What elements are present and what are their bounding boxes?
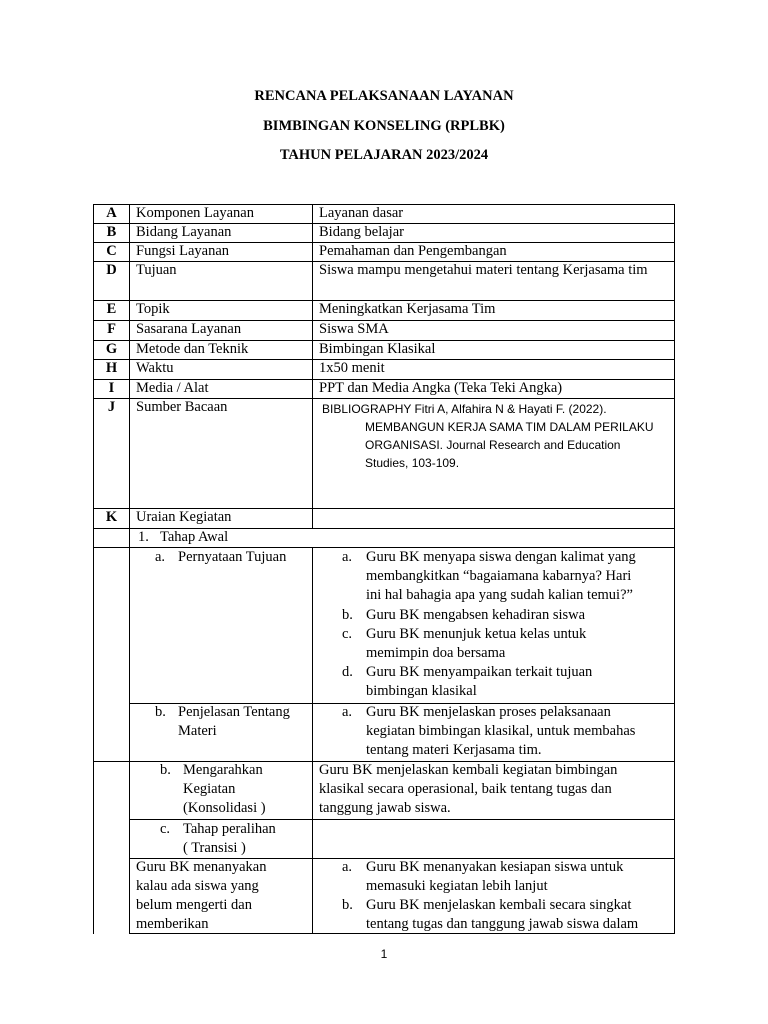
row-value: Siswa mampu mengetahui materi tentang Kerjasama tim — [319, 262, 648, 278]
row-field: Bidang Layanan — [136, 224, 232, 240]
row-letter: G — [105, 341, 118, 357]
row-field: Tujuan — [136, 262, 177, 278]
row-value: Bidang belajar — [319, 224, 404, 240]
row-letter: B — [106, 224, 117, 240]
document-year: TAHUN PELAJARAN 2023/2024 — [279, 147, 489, 163]
row-field: Fungsi Layanan — [136, 243, 230, 259]
row-letter: A — [106, 205, 117, 221]
row-field: Sasarana Layanan — [136, 321, 242, 337]
row-letter: D — [106, 262, 117, 278]
item-line: memimpin doa bersama — [366, 645, 506, 661]
list-marker: b. — [342, 607, 353, 623]
activity-label: Tahap peralihan — [183, 821, 276, 837]
item-line: Guru BK menjelaskan kembali secara singkat — [366, 897, 632, 913]
stage-label: Tahap Awal — [160, 529, 229, 545]
row-letter: J — [107, 399, 116, 415]
item-line: Guru BK menjelaskan proses pelaksanaan — [366, 704, 611, 720]
row-value: 1x50 menit — [319, 360, 385, 376]
stage-number: 1. — [138, 529, 149, 545]
row-value: Pemahaman dan Pengembangan — [319, 243, 507, 259]
list-marker: c. — [342, 626, 353, 642]
row-field: Waktu — [136, 360, 174, 376]
activity-label: Guru BK menanyakan — [136, 859, 267, 875]
row-value: PPT dan Media Angka (Teka Teki Angka) — [319, 380, 563, 396]
row-field: Komponen Layanan — [136, 205, 254, 221]
page-number: 1 — [380, 947, 388, 961]
activity-label: ( Transisi ) — [183, 840, 246, 856]
item-line: bimbingan klasikal — [366, 683, 477, 699]
description-line: klasikal secara operasional, baik tentang tugas dan — [319, 781, 612, 797]
row-letter: C — [106, 243, 117, 259]
list-marker: b. — [342, 897, 353, 913]
item-line: Guru BK mengabsen kehadiran siswa — [366, 607, 586, 623]
activity-label: Kegiatan — [183, 781, 236, 797]
row-letter: I — [108, 380, 115, 396]
bibliography-entry — [322, 400, 672, 472]
row-field: Uraian Kegiatan — [136, 509, 232, 525]
activity-label: (Konsolidasi ) — [183, 800, 266, 816]
activity-label: Pernyataan Tujuan — [178, 549, 287, 565]
item-line: memasuki kegiatan lebih lanjut — [366, 878, 548, 894]
row-field: Media / Alat — [136, 380, 209, 396]
list-marker: a. — [342, 704, 353, 720]
activity-label: Mengarahkan — [183, 762, 263, 778]
item-line: Guru BK menanyakan kesiapan siswa untuk — [366, 859, 624, 875]
item-line: membangkitkan “bagaiamana kabarnya? Hari — [366, 568, 632, 584]
activity-label: belum mengerti dan — [136, 897, 252, 913]
row-value: Layanan dasar — [319, 205, 404, 221]
bibliography-line: Studies, 103-109. — [365, 456, 460, 470]
item-line: kegiatan bimbingan klasikal, untuk membahas — [366, 723, 636, 739]
bibliography-line: ORGANISASI. Journal Research and Education — [365, 438, 621, 452]
row-field: Sumber Bacaan — [136, 399, 228, 415]
row-letter: K — [105, 509, 118, 525]
document-title: RENCANA PELAKSANAAN LAYANAN — [254, 88, 514, 104]
row-letter: H — [105, 360, 118, 376]
row-value: Meningkatkan Kerjasama Tim — [319, 301, 496, 317]
bibliography-line: MEMBANGUN KERJA SAMA TIM DALAM PERILAKU — [365, 420, 654, 434]
list-marker: d. — [342, 664, 353, 680]
row-field: Topik — [136, 301, 170, 317]
activity-label: Materi — [178, 723, 217, 739]
activity-label: Penjelasan Tentang — [178, 704, 290, 720]
row-letter: E — [106, 301, 117, 317]
list-marker: a. — [155, 549, 166, 565]
description-line: Guru BK menjelaskan kembali kegiatan bimbingan — [319, 762, 618, 778]
item-line: tentang materi Kerjasama tim. — [366, 742, 542, 758]
document-subtitle: BIMBINGAN KONSELING (RPLBK) — [263, 118, 505, 134]
item-line: tentang tugas dan tanggung jawab siswa dalam — [366, 916, 639, 932]
activity-menanyakan — [130, 858, 312, 934]
row-letter: F — [107, 321, 116, 337]
activity-label: memberikan — [136, 916, 209, 932]
list-marker: b. — [160, 762, 171, 778]
list-marker: a. — [342, 859, 353, 875]
item-line: Guru BK menunjuk ketua kelas untuk — [366, 626, 587, 642]
bibliography-line: BIBLIOGRAPHY Fitri A, Alfahira N & Hayati F. (2022). — [322, 402, 607, 416]
item-line: Guru BK menyapa siswa dengan kalimat yang — [366, 549, 636, 565]
list-marker: c. — [160, 821, 171, 837]
activity-description — [313, 761, 674, 818]
list-marker: b. — [155, 704, 166, 720]
row-value: Siswa SMA — [319, 321, 389, 337]
item-line: ini hal bahagia apa yang sudah kalian temui?” — [366, 587, 633, 603]
activity-label: kalau ada siswa yang — [136, 878, 259, 894]
row-field: Metode dan Teknik — [136, 341, 249, 357]
item-line: Guru BK menyampaikan terkait tujuan — [366, 664, 593, 680]
description-line: tanggung jawab siswa. — [319, 800, 451, 816]
row-value: Bimbingan Klasikal — [319, 341, 436, 357]
list-marker: a. — [342, 549, 353, 565]
